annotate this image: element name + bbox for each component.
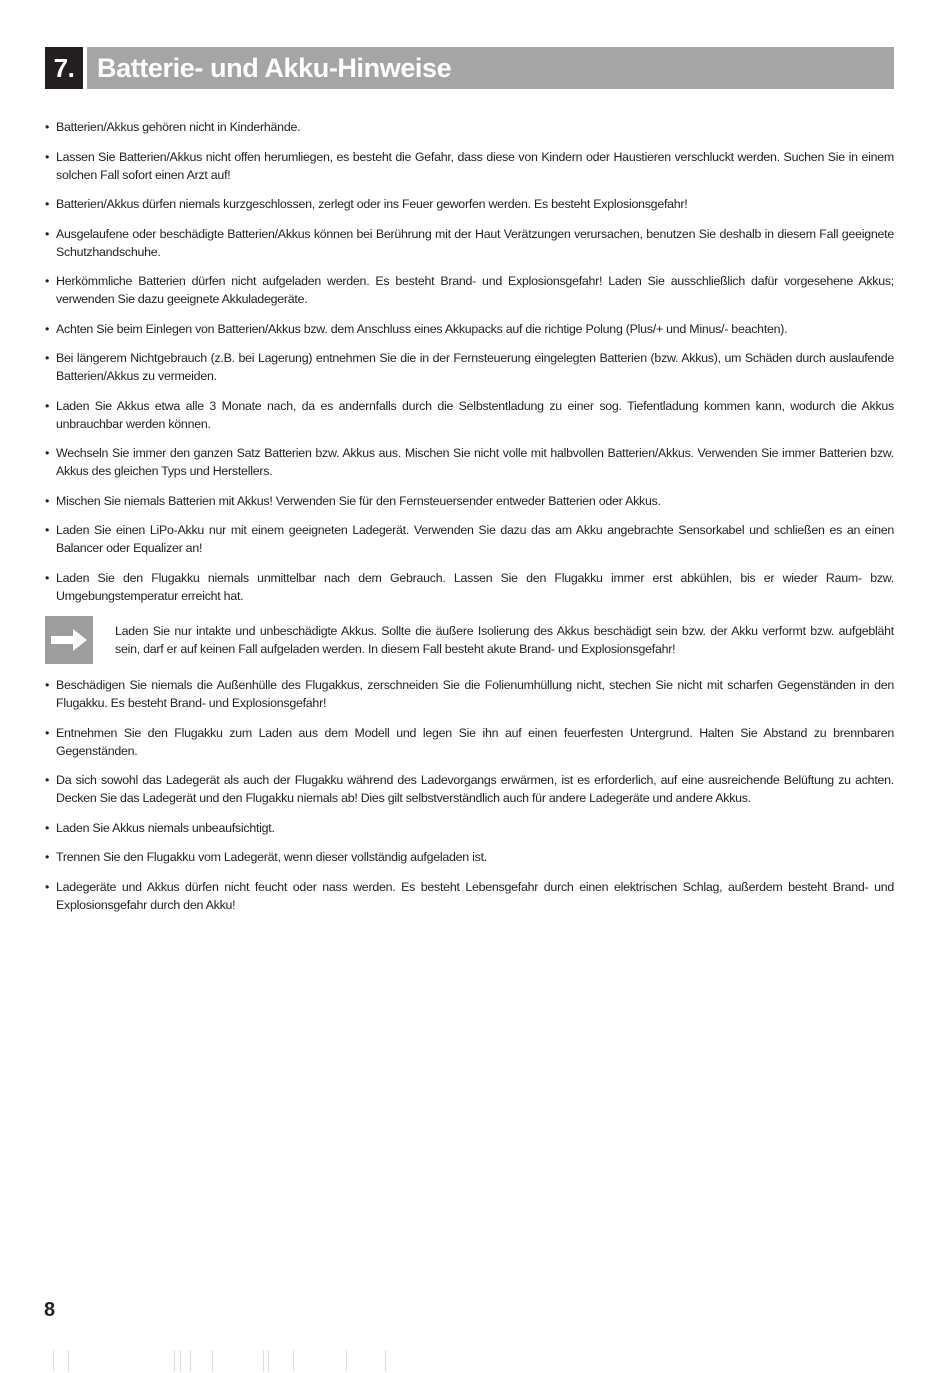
- bullet-icon: •: [45, 493, 50, 508]
- list-item: [45, 676, 894, 712]
- list-item: [45, 349, 894, 385]
- section-number: 7.: [45, 47, 83, 89]
- list-item: [45, 225, 894, 261]
- list-item-text: Laden Sie Akkus niemals unbeaufsichtigt.: [56, 820, 275, 835]
- list-item: [45, 819, 894, 837]
- list-item-text: Entnehmen Sie den Flugakku zum Laden aus dem Modell und legen Sie ihn auf einen feuerfesten Untergrund. Halten Sie Abstand zu brennbaren Gegenständen.: [56, 725, 894, 758]
- bullet-icon: •: [45, 197, 50, 211]
- bullet-icon: •: [45, 149, 50, 164]
- list-item-text: Achten Sie beim Einlegen von Batterien/Akkus bzw. dem Anschluss eines Akkupacks auf die richtige Polung (Plus/+ und Minus/- beachten).: [56, 321, 788, 336]
- list-item-text: Laden Sie den Flugakku niemals unmittelbar nach dem Gebrauch. Lassen Sie den Flugakku immer erst abkühlen, bis er wieder Raum- bzw. Umgebungstemperatur erreicht hat.: [56, 570, 894, 603]
- list-item: [45, 148, 894, 184]
- list-item: [45, 569, 894, 605]
- list-item: [45, 848, 894, 866]
- section-header: [45, 47, 894, 89]
- bullet-icon: •: [45, 446, 50, 460]
- list-item: [45, 492, 894, 510]
- list-item-text: Mischen Sie niemals Batterien mit Akkus! Verwenden Sie für den Fernsteuersender entweder Batterien oder Akkus.: [56, 493, 661, 508]
- footer-crop-marks: [50, 1350, 390, 1372]
- list-item: [45, 397, 894, 433]
- list-item: [45, 118, 894, 136]
- list-item: [45, 195, 894, 213]
- bullet-icon: •: [45, 570, 50, 585]
- list-item-text: Laden Sie Akkus etwa alle 3 Monate nach, da es andernfalls durch die Selbstentladung zu einer sog. Tiefentladung kommen kann, wodurch die Akkus unbrauchbar werden können.: [56, 398, 894, 431]
- list-item-text: Trennen Sie den Flugakku vom Ladegerät, wenn dieser vollständig aufgeladen ist.: [56, 850, 487, 864]
- list-item-text: Batterien/Akkus dürfen niemals kurzgeschlossen, zerlegt oder ins Feuer geworfen werden. Es besteht Explosionsgefahr!: [56, 197, 688, 211]
- bullet-icon: •: [45, 523, 50, 537]
- list-item-text: Laden Sie einen LiPo-Akku nur mit einem geeigneten Ladegerät. Verwenden Sie dazu das am Akku angebrachte Sensorkabel und schließen es an einen Balancer oder Equalizer an!: [56, 523, 894, 555]
- list-item-text: Herkömmliche Batterien dürfen nicht aufgeladen werden. Es besteht Brand- und Explosionsgefahr! Laden Sie ausschließlich dafür vorgesehene Akkus; verwenden Sie dazu geeignete Akkuladegeräte.: [56, 274, 894, 306]
- list-item-text: Beschädigen Sie niemals die Außenhülle des Flugakkus, zerschneiden Sie die Folienumhüllung nicht, stechen Sie nicht mit scharfen Gegenständen in den Flugakku. Es besteht Brand- und Explosionsgefahr!: [56, 678, 894, 710]
- bullet-icon: •: [45, 773, 50, 787]
- bullet-icon: •: [45, 678, 50, 692]
- list-item: [45, 724, 894, 760]
- bullet-icon: •: [45, 351, 50, 365]
- list-item: [45, 444, 894, 480]
- list-item-text: Da sich sowohl das Ladegerät als auch der Flugakku während des Ladevorgangs erwärmen, ist es erforderlich, auf eine ausreichende Belüftung zu achten. Decken Sie das Ladegerät und den Flugakku niemals ab! Dies gilt selbstverständlich auch für andere Ladegeräte und andere Akkus.: [56, 773, 894, 805]
- note-callout: [45, 616, 894, 664]
- bullet-icon: •: [45, 725, 50, 740]
- section-title: Batterie- und Akku-Hinweise: [87, 47, 894, 89]
- bullet-icon: •: [45, 820, 50, 835]
- bullet-icon: •: [45, 274, 50, 288]
- page-number: 8: [44, 1299, 55, 1321]
- note-text: Laden Sie nur intakte und unbeschädigte Akkus. Sollte die äußere Isolierung des Akkus beschädigt sein bzw. der Akku verformt bzw. aufgebläht sein, darf er auf keinen Fall aufgeladen werden. In diesem Fall besteht akute Brand- und Explosionsgefahr!: [115, 624, 894, 656]
- list-item-text: Lassen Sie Batterien/Akkus nicht offen herumliegen, es besteht die Gefahr, dass diese von Kindern oder Haustieren verschluckt werden. Suchen Sie in einem solchen Fall sofort einen Arzt auf!: [56, 149, 894, 182]
- list-item-text: Ausgelaufene oder beschädigte Batterien/Akkus können bei Berührung mit der Haut Verätzungen verursachen, benutzen Sie deshalb in diesem Fall geeignete Schutzhandschuhe.: [56, 226, 894, 259]
- list-item-text: Ladegeräte und Akkus dürfen nicht feucht oder nass werden. Es besteht Lebensgefahr durch einen elektrischen Schlag, außerdem besteht Brand- und Explosionsgefahr durch den Akku!: [56, 879, 894, 912]
- list-item-text: Bei längerem Nichtgebrauch (z.B. bei Lagerung) entnehmen Sie die in der Fernsteuerung eingelegten Batterien (bzw. Akkus), um Schäden durch auslaufende Batterien/Akkus zu vermeiden.: [56, 351, 894, 383]
- bullet-icon: •: [45, 850, 50, 864]
- bullet-icon: •: [45, 398, 50, 413]
- bullet-icon: •: [45, 120, 50, 134]
- bullet-list-bottom: [45, 676, 894, 914]
- bullet-icon: •: [45, 321, 50, 336]
- list-item: [45, 771, 894, 807]
- list-item: [45, 521, 894, 557]
- list-item: [45, 320, 894, 338]
- list-item-text: Batterien/Akkus gehören nicht in Kinderhände.: [56, 120, 301, 134]
- list-item: [45, 272, 894, 308]
- list-item-text: Wechseln Sie immer den ganzen Satz Batterien bzw. Akkus aus. Mischen Sie nicht volle mit halbvollen Batterien/Akkus. Verwenden Sie immer Batterien bzw. Akkus des gleichen Typs und Herstellers.: [56, 446, 894, 478]
- list-item: [45, 878, 894, 914]
- bullet-list-top: [45, 118, 894, 605]
- arrow-right-icon: [45, 616, 93, 664]
- section-content: [45, 118, 894, 925]
- bullet-icon: •: [45, 226, 50, 241]
- bullet-icon: •: [45, 879, 50, 894]
